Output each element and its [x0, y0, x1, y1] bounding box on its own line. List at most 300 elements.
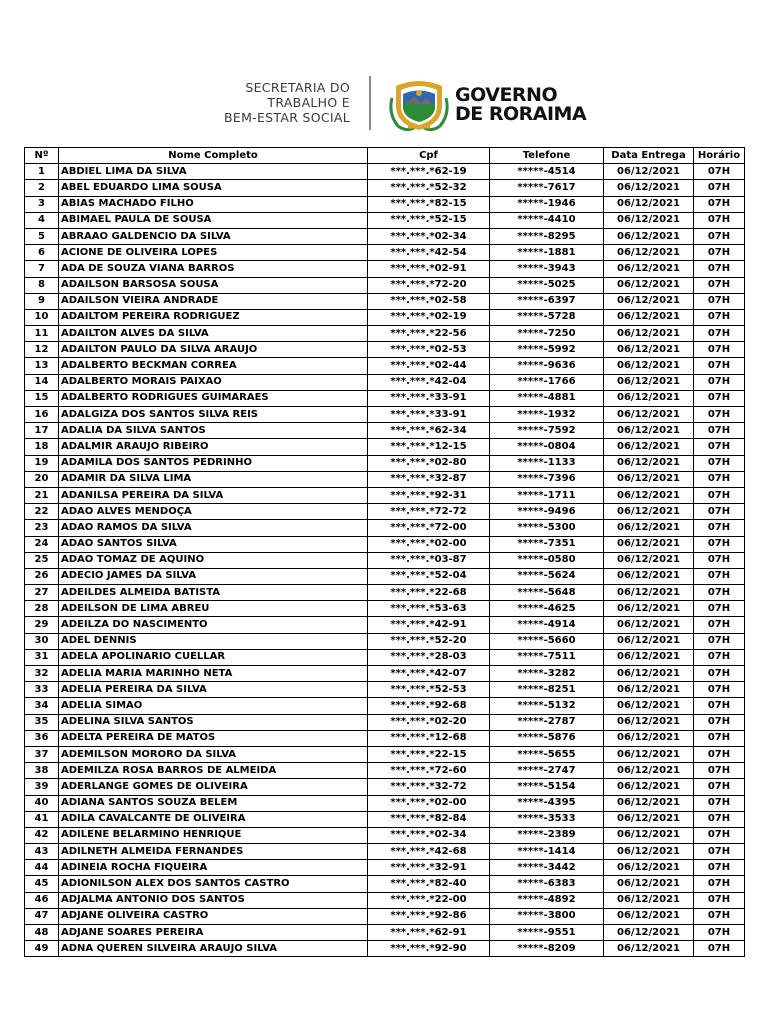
phone-cell: *****-7592	[490, 423, 604, 439]
row-number: 18	[25, 439, 59, 455]
time-cell: 07H	[694, 585, 745, 601]
time-cell: 07H	[694, 245, 745, 261]
row-number: 40	[25, 795, 59, 811]
phone-cell: *****-9496	[490, 504, 604, 520]
time-cell: 07H	[694, 617, 745, 633]
time-cell: 07H	[694, 326, 745, 342]
delivery-date-cell: 06/12/2021	[604, 552, 694, 568]
row-number: 35	[25, 714, 59, 730]
time-cell: 07H	[694, 763, 745, 779]
phone-cell: *****-5660	[490, 633, 604, 649]
table-row	[25, 941, 745, 957]
row-number: 10	[25, 309, 59, 325]
cpf-cell: ***.***.*92-86	[368, 908, 490, 924]
table-row	[25, 228, 745, 244]
cpf-cell: ***.***.*03-87	[368, 552, 490, 568]
phone-cell: *****-1133	[490, 455, 604, 471]
delivery-date-cell: 06/12/2021	[604, 925, 694, 941]
time-cell: 07H	[694, 746, 745, 762]
time-cell: 07H	[694, 520, 745, 536]
row-number: 19	[25, 455, 59, 471]
time-cell: 07H	[694, 471, 745, 487]
phone-cell: *****-4395	[490, 795, 604, 811]
table-body	[25, 164, 745, 957]
cpf-cell: ***.***.*52-32	[368, 180, 490, 196]
full-name: ADELTA PEREIRA DE MATOS	[59, 730, 368, 746]
full-name: ADELINA SILVA SANTOS	[59, 714, 368, 730]
row-number: 39	[25, 779, 59, 795]
table-row	[25, 844, 745, 860]
table-row	[25, 309, 745, 325]
full-name: ADNA QUEREN SILVEIRA ARAUJO SILVA	[59, 941, 368, 957]
table-row	[25, 180, 745, 196]
phone-cell: *****-5154	[490, 779, 604, 795]
delivery-date-cell: 06/12/2021	[604, 342, 694, 358]
governo-title	[455, 86, 586, 124]
phone-cell: *****-3442	[490, 860, 604, 876]
cpf-cell: ***.***.*28-03	[368, 649, 490, 665]
delivery-date-cell: 06/12/2021	[604, 423, 694, 439]
row-number: 26	[25, 568, 59, 584]
cpf-cell: ***.***.*02-58	[368, 293, 490, 309]
delivery-date-cell: 06/12/2021	[604, 568, 694, 584]
delivery-date-cell: 06/12/2021	[604, 196, 694, 212]
time-cell: 07H	[694, 682, 745, 698]
phone-cell: *****-2787	[490, 714, 604, 730]
delivery-date-cell: 06/12/2021	[604, 714, 694, 730]
full-name: ADAILTON PAULO DA SILVA ARAUJO	[59, 342, 368, 358]
time-cell: 07H	[694, 196, 745, 212]
delivery-date-cell: 06/12/2021	[604, 309, 694, 325]
row-number: 2	[25, 180, 59, 196]
cpf-cell: ***.***.*02-34	[368, 228, 490, 244]
cpf-cell: ***.***.*52-15	[368, 212, 490, 228]
table-row	[25, 520, 745, 536]
time-cell: 07H	[694, 666, 745, 682]
time-cell: 07H	[694, 941, 745, 957]
delivery-date-cell: 06/12/2021	[604, 811, 694, 827]
row-number: 33	[25, 682, 59, 698]
phone-cell: *****-5992	[490, 342, 604, 358]
phone-cell: *****-1946	[490, 196, 604, 212]
full-name: ADANILSA PEREIRA DA SILVA	[59, 487, 368, 503]
delivery-date-cell: 06/12/2021	[604, 763, 694, 779]
table-row	[25, 860, 745, 876]
phone-cell: *****-3533	[490, 811, 604, 827]
col-header-number: Nº	[25, 148, 59, 164]
phone-cell: *****-5025	[490, 277, 604, 293]
phone-cell: *****-4625	[490, 601, 604, 617]
time-cell: 07H	[694, 892, 745, 908]
full-name: ADJALMA ANTONIO DOS SANTOS	[59, 892, 368, 908]
cpf-cell: ***.***.*12-15	[368, 439, 490, 455]
row-number: 34	[25, 698, 59, 714]
table-row	[25, 649, 745, 665]
time-cell: 07H	[694, 390, 745, 406]
time-cell: 07H	[694, 342, 745, 358]
row-number: 25	[25, 552, 59, 568]
full-name: ABIMAEL PAULA DE SOUSA	[59, 212, 368, 228]
table-row	[25, 326, 745, 342]
time-cell: 07H	[694, 439, 745, 455]
time-cell: 07H	[694, 487, 745, 503]
table-row	[25, 245, 745, 261]
full-name: ADELA APOLINARIO CUELLAR	[59, 649, 368, 665]
row-number: 17	[25, 423, 59, 439]
delivery-date-cell: 06/12/2021	[604, 633, 694, 649]
time-cell: 07H	[694, 407, 745, 423]
cpf-cell: ***.***.*42-68	[368, 844, 490, 860]
delivery-date-cell: 06/12/2021	[604, 617, 694, 633]
full-name: ACIONE DE OLIVEIRA LOPES	[59, 245, 368, 261]
full-name: ADEILDES ALMEIDA BATISTA	[59, 585, 368, 601]
row-number: 14	[25, 374, 59, 390]
delivery-date-cell: 06/12/2021	[604, 601, 694, 617]
delivery-date-cell: 06/12/2021	[604, 245, 694, 261]
delivery-date-cell: 06/12/2021	[604, 455, 694, 471]
row-number: 46	[25, 892, 59, 908]
full-name: ADIANA SANTOS SOUZA BELEM	[59, 795, 368, 811]
delivery-date-cell: 06/12/2021	[604, 585, 694, 601]
delivery-date-cell: 06/12/2021	[604, 261, 694, 277]
full-name: ADALBERTO BECKMAN CORREA	[59, 358, 368, 374]
cpf-cell: ***.***.*22-00	[368, 892, 490, 908]
table-row	[25, 261, 745, 277]
time-cell: 07H	[694, 908, 745, 924]
full-name: ADALIA DA SILVA SANTOS	[59, 423, 368, 439]
phone-cell: *****-4514	[490, 164, 604, 180]
time-cell: 07H	[694, 552, 745, 568]
time-cell: 07H	[694, 568, 745, 584]
table-row	[25, 876, 745, 892]
full-name: ADAO RAMOS DA SILVA	[59, 520, 368, 536]
row-number: 6	[25, 245, 59, 261]
full-name: ADILENE BELARMINO HENRIQUE	[59, 827, 368, 843]
cpf-cell: ***.***.*92-68	[368, 698, 490, 714]
phone-cell: *****-7250	[490, 326, 604, 342]
phone-cell: *****-5300	[490, 520, 604, 536]
cpf-cell: ***.***.*02-80	[368, 455, 490, 471]
delivery-date-cell: 06/12/2021	[604, 374, 694, 390]
full-name: ADAMIR DA SILVA LIMA	[59, 471, 368, 487]
row-number: 22	[25, 504, 59, 520]
cpf-cell: ***.***.*02-91	[368, 261, 490, 277]
full-name: ADAO ALVES MENDOÇA	[59, 504, 368, 520]
time-cell: 07H	[694, 374, 745, 390]
time-cell: 07H	[694, 714, 745, 730]
row-number: 23	[25, 520, 59, 536]
phone-cell: *****-5624	[490, 568, 604, 584]
phone-cell: *****-1881	[490, 245, 604, 261]
phone-cell: *****-2389	[490, 827, 604, 843]
delivery-date-cell: 06/12/2021	[604, 439, 694, 455]
table-row	[25, 407, 745, 423]
time-cell: 07H	[694, 779, 745, 795]
governo-line-2: DE RORAIMA	[455, 103, 587, 125]
row-number: 38	[25, 763, 59, 779]
table-row	[25, 617, 745, 633]
row-number: 47	[25, 908, 59, 924]
table-row	[25, 423, 745, 439]
full-name: ABDIEL LIMA DA SILVA	[59, 164, 368, 180]
table-row	[25, 471, 745, 487]
delivery-date-cell: 06/12/2021	[604, 358, 694, 374]
phone-cell: *****-9636	[490, 358, 604, 374]
full-name: ADAO TOMAZ DE AQUINO	[59, 552, 368, 568]
row-number: 16	[25, 407, 59, 423]
delivery-schedule-table	[24, 147, 745, 957]
cpf-cell: ***.***.*82-15	[368, 196, 490, 212]
time-cell: 07H	[694, 293, 745, 309]
delivery-date-cell: 06/12/2021	[604, 471, 694, 487]
cpf-cell: ***.***.*92-31	[368, 487, 490, 503]
phone-cell: *****-5728	[490, 309, 604, 325]
time-cell: 07H	[694, 698, 745, 714]
cpf-cell: ***.***.*62-19	[368, 164, 490, 180]
delivery-date-cell: 06/12/2021	[604, 730, 694, 746]
full-name: ADAILTON ALVES DA SILVA	[59, 326, 368, 342]
time-cell: 07H	[694, 228, 745, 244]
cpf-cell: ***.***.*32-72	[368, 779, 490, 795]
delivery-date-cell: 06/12/2021	[604, 908, 694, 924]
cpf-cell: ***.***.*02-20	[368, 714, 490, 730]
delivery-date-cell: 06/12/2021	[604, 536, 694, 552]
delivery-date-cell: 06/12/2021	[604, 746, 694, 762]
full-name: ADAO SANTOS SILVA	[59, 536, 368, 552]
phone-cell: *****-5132	[490, 698, 604, 714]
table-row	[25, 390, 745, 406]
time-cell: 07H	[694, 261, 745, 277]
cpf-cell: ***.***.*22-56	[368, 326, 490, 342]
document-header	[0, 72, 768, 134]
table-row	[25, 552, 745, 568]
table-row	[25, 666, 745, 682]
full-name: ADERLANGE GOMES DE OLIVEIRA	[59, 779, 368, 795]
cpf-cell: ***.***.*12-68	[368, 730, 490, 746]
roraima-coat-of-arms-icon	[388, 76, 450, 132]
table-row	[25, 746, 745, 762]
table-row	[25, 779, 745, 795]
phone-cell: *****-5876	[490, 730, 604, 746]
table-row	[25, 374, 745, 390]
delivery-date-cell: 06/12/2021	[604, 779, 694, 795]
row-number: 20	[25, 471, 59, 487]
phone-cell: *****-3943	[490, 261, 604, 277]
delivery-date-cell: 06/12/2021	[604, 860, 694, 876]
cpf-cell: ***.***.*02-00	[368, 795, 490, 811]
table-row	[25, 164, 745, 180]
time-cell: 07H	[694, 536, 745, 552]
table-row	[25, 811, 745, 827]
full-name: ADILNETH ALMEIDA FERNANDES	[59, 844, 368, 860]
row-number: 4	[25, 212, 59, 228]
phone-cell: *****-4914	[490, 617, 604, 633]
full-name: ADA DE SOUZA VIANA BARROS	[59, 261, 368, 277]
delivery-date-cell: 06/12/2021	[604, 504, 694, 520]
cpf-cell: ***.***.*42-91	[368, 617, 490, 633]
phone-cell: *****-1766	[490, 374, 604, 390]
cpf-cell: ***.***.*32-87	[368, 471, 490, 487]
full-name: ADELIA PEREIRA DA SILVA	[59, 682, 368, 698]
col-header-delivery-date: Data Entrega	[604, 148, 694, 164]
delivery-date-cell: 06/12/2021	[604, 390, 694, 406]
delivery-date-cell: 06/12/2021	[604, 164, 694, 180]
delivery-date-cell: 06/12/2021	[604, 228, 694, 244]
table-row	[25, 925, 745, 941]
cpf-cell: ***.***.*72-20	[368, 277, 490, 293]
cpf-cell: ***.***.*92-90	[368, 941, 490, 957]
cpf-cell: ***.***.*02-19	[368, 309, 490, 325]
row-number: 48	[25, 925, 59, 941]
delivery-date-cell: 06/12/2021	[604, 666, 694, 682]
secretaria-line-3: BEM-ESTAR SOCIAL	[224, 110, 350, 125]
full-name: ADALGIZA DOS SANTOS SILVA REIS	[59, 407, 368, 423]
row-number: 32	[25, 666, 59, 682]
row-number: 8	[25, 277, 59, 293]
table-row	[25, 698, 745, 714]
table-row	[25, 196, 745, 212]
phone-cell: *****-6383	[490, 876, 604, 892]
table-header-row	[25, 148, 745, 164]
row-number: 42	[25, 827, 59, 843]
delivery-date-cell: 06/12/2021	[604, 407, 694, 423]
row-number: 7	[25, 261, 59, 277]
cpf-cell: ***.***.*42-54	[368, 245, 490, 261]
delivery-date-cell: 06/12/2021	[604, 876, 694, 892]
table-row	[25, 358, 745, 374]
cpf-cell: ***.***.*02-53	[368, 342, 490, 358]
phone-cell: *****-5648	[490, 585, 604, 601]
delivery-date-cell: 06/12/2021	[604, 795, 694, 811]
full-name: ADIONILSON ALEX DOS SANTOS CASTRO	[59, 876, 368, 892]
full-name: ADEMILSON MORORO DA SILVA	[59, 746, 368, 762]
phone-cell: *****-4892	[490, 892, 604, 908]
row-number: 44	[25, 860, 59, 876]
time-cell: 07H	[694, 811, 745, 827]
delivery-date-cell: 06/12/2021	[604, 520, 694, 536]
full-name: ADALBERTO MORAIS PAIXAO	[59, 374, 368, 390]
full-name: ADAMILA DOS SANTOS PEDRINHO	[59, 455, 368, 471]
phone-cell: *****-7351	[490, 536, 604, 552]
delivery-date-cell: 06/12/2021	[604, 277, 694, 293]
delivery-date-cell: 06/12/2021	[604, 892, 694, 908]
row-number: 36	[25, 730, 59, 746]
time-cell: 07H	[694, 730, 745, 746]
row-number: 43	[25, 844, 59, 860]
col-header-phone: Telefone	[490, 148, 604, 164]
phone-cell: *****-7396	[490, 471, 604, 487]
row-number: 5	[25, 228, 59, 244]
full-name: ADECIO JAMES DA SILVA	[59, 568, 368, 584]
row-number: 31	[25, 649, 59, 665]
phone-cell: *****-0804	[490, 439, 604, 455]
row-number: 37	[25, 746, 59, 762]
cpf-cell: ***.***.*02-44	[368, 358, 490, 374]
full-name: ABIAS MACHADO FILHO	[59, 196, 368, 212]
time-cell: 07H	[694, 164, 745, 180]
cpf-cell: ***.***.*82-40	[368, 876, 490, 892]
delivery-date-cell: 06/12/2021	[604, 326, 694, 342]
time-cell: 07H	[694, 423, 745, 439]
phone-cell: *****-6397	[490, 293, 604, 309]
secretaria-title	[224, 80, 350, 125]
table-row	[25, 633, 745, 649]
time-cell: 07H	[694, 795, 745, 811]
delivery-date-cell: 06/12/2021	[604, 180, 694, 196]
cpf-cell: ***.***.*62-91	[368, 925, 490, 941]
phone-cell: *****-3282	[490, 666, 604, 682]
delivery-date-cell: 06/12/2021	[604, 212, 694, 228]
row-number: 21	[25, 487, 59, 503]
full-name: ADILA CAVALCANTE DE OLIVEIRA	[59, 811, 368, 827]
row-number: 41	[25, 811, 59, 827]
cpf-cell: ***.***.*42-07	[368, 666, 490, 682]
phone-cell: *****-4410	[490, 212, 604, 228]
full-name: ADELIA MARIA MARINHO NETA	[59, 666, 368, 682]
cpf-cell: ***.***.*33-91	[368, 407, 490, 423]
col-header-name: Nome Completo	[59, 148, 368, 164]
time-cell: 07H	[694, 844, 745, 860]
table-row	[25, 795, 745, 811]
cpf-cell: ***.***.*42-04	[368, 374, 490, 390]
table-row	[25, 601, 745, 617]
phone-cell: *****-7511	[490, 649, 604, 665]
governo-line-1: GOVERNO	[455, 84, 558, 106]
phone-cell: *****-2747	[490, 763, 604, 779]
cpf-cell: ***.***.*72-60	[368, 763, 490, 779]
full-name: ADINEIA ROCHA FIQUEIRA	[59, 860, 368, 876]
time-cell: 07H	[694, 504, 745, 520]
table-row	[25, 892, 745, 908]
full-name: ADAILSON VIEIRA ANDRADE	[59, 293, 368, 309]
delivery-date-cell: 06/12/2021	[604, 941, 694, 957]
table-row	[25, 908, 745, 924]
row-number: 3	[25, 196, 59, 212]
table-row	[25, 827, 745, 843]
row-number: 12	[25, 342, 59, 358]
full-name: ADJANE OLIVEIRA CASTRO	[59, 908, 368, 924]
table-row	[25, 568, 745, 584]
table-row	[25, 682, 745, 698]
delivery-date-cell: 06/12/2021	[604, 682, 694, 698]
table-row	[25, 439, 745, 455]
cpf-cell: ***.***.*53-63	[368, 601, 490, 617]
time-cell: 07H	[694, 925, 745, 941]
row-number: 24	[25, 536, 59, 552]
cpf-cell: ***.***.*52-20	[368, 633, 490, 649]
table-row	[25, 730, 745, 746]
row-number: 15	[25, 390, 59, 406]
table-row	[25, 536, 745, 552]
col-header-cpf: Cpf	[368, 148, 490, 164]
delivery-date-cell: 06/12/2021	[604, 649, 694, 665]
table-row	[25, 455, 745, 471]
table-row	[25, 487, 745, 503]
row-number: 27	[25, 585, 59, 601]
time-cell: 07H	[694, 212, 745, 228]
col-header-time: Horário	[694, 148, 745, 164]
time-cell: 07H	[694, 601, 745, 617]
time-cell: 07H	[694, 876, 745, 892]
table-row	[25, 212, 745, 228]
full-name: ADEMILZA ROSA BARROS DE ALMEIDA	[59, 763, 368, 779]
row-number: 29	[25, 617, 59, 633]
phone-cell: *****-1932	[490, 407, 604, 423]
full-name: ADEILSON DE LIMA ABREU	[59, 601, 368, 617]
phone-cell: *****-8251	[490, 682, 604, 698]
full-name: ABRAAO GALDENCIO DA SILVA	[59, 228, 368, 244]
full-name: ADJANE SOARES PEREIRA	[59, 925, 368, 941]
